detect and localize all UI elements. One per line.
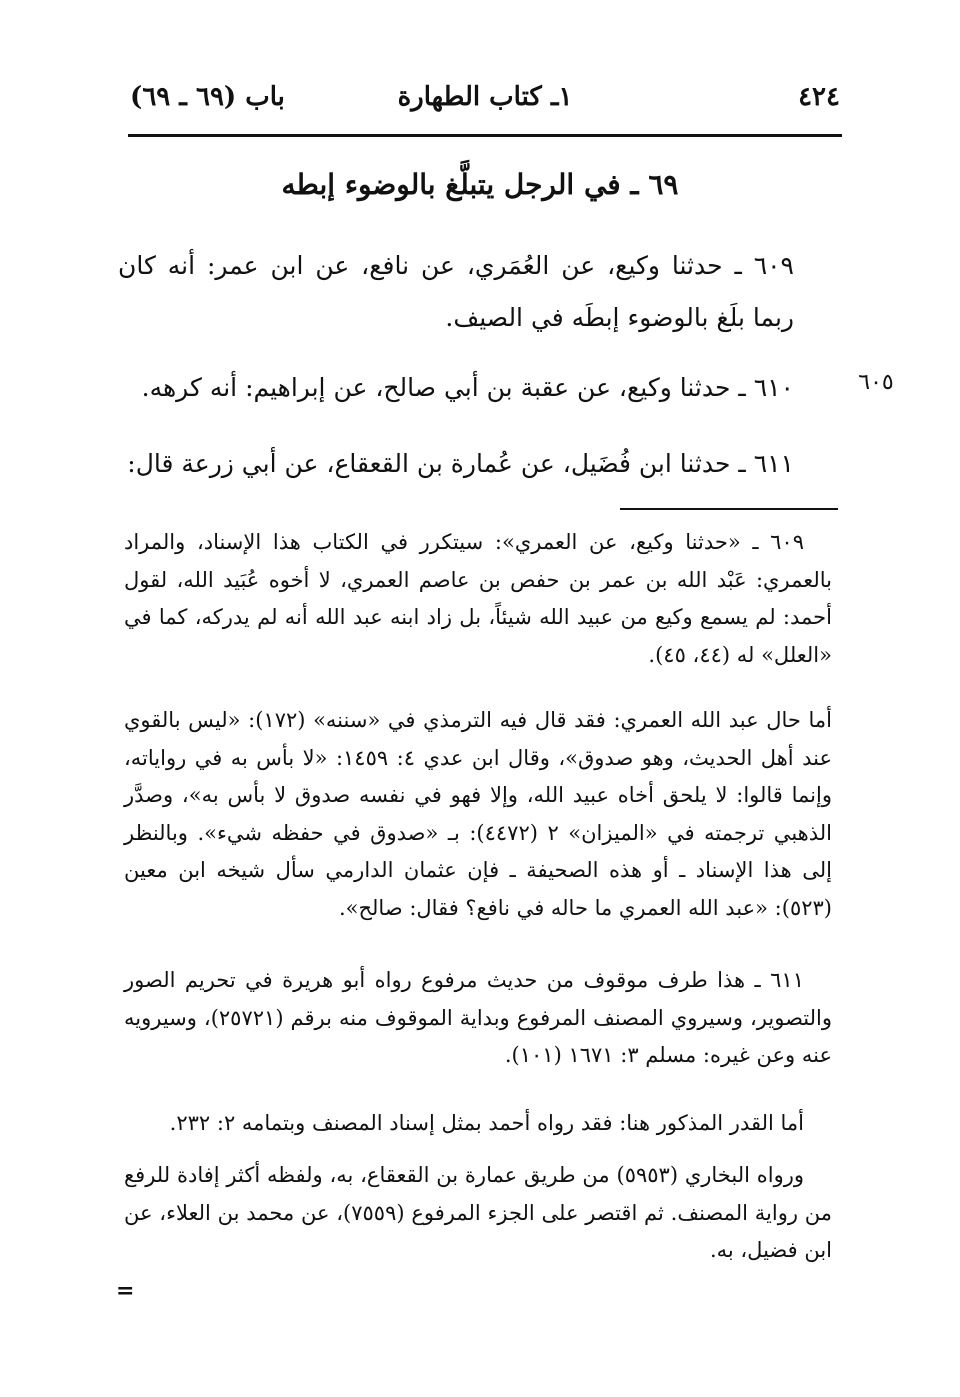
footnote-611-ahmad: أما القدر المذكور هنا: فقد رواه أحمد بمثل إسناد المصنف وبتمامه ٢: ٢٣٢.: [169, 1111, 804, 1135]
footnote-611-bukhari: ورواه البخاري (٥٩٥٣) من طريق عمارة بن القعقاع، به، ولفظه أكثر إفادة للرفع من رواية المصنف. ثم اقتصر على الجزء المرفوع (٧٥٥٩)، عن محمد بن العلاء، عن ابن فضيل، به.: [124, 1163, 832, 1262]
page-number: ٤٢٤: [798, 82, 840, 112]
hadith-611: ٦١١ ـ حدثنا ابن فُضَيل، عن عُمارة بن القعقاع، عن أبي زرعة قال:: [127, 449, 794, 478]
margin-reference-number: ٦٠٥: [858, 370, 894, 395]
chapter-heading: ٦٩ ـ في الرجل يتبلَّغ بالوضوء إبطه: [281, 168, 679, 201]
hadith-609: ٦٠٩ ـ حدثنا وكيع، عن العُمَري، عن نافع، عن ابن عمر: أنه كان ربما بلَغ بالوضوء إبطَه في الصيف.: [118, 251, 794, 332]
footnote-divider: [620, 508, 838, 510]
footnote-611: ٦١١ ـ هذا طرف موقوف من حديث مرفوع رواه أبو هريرة في تحريم الصور والتصوير، وسيروي المصنف المرفوع وبداية الموقوف منه برقم (٢٥٧٢١)، وسيرويه عنه وعن غيره: مسلم ٣: ١٦٧١ (١٠١).: [124, 968, 833, 1067]
hadith-610: ٦١٠ ـ حدثنا وكيع، عن عقبة بن أبي صالح، عن إبراهيم: أنه كرهه.: [141, 373, 794, 402]
footnote-609-continued: أما حال عبد الله العمري: فقد قال فيه الترمذي في «سننه» (١٧٢): «ليس بالقوي عند أهل الحديث، وهو صدوق»، وقال ابن عدي ٤: ١٤٥٩: «لا بأس به في رواياته، وإنما قالوا: لا يلحق أخاه عبيد الله، وإلا فهو في نفسه صدوق لا بأس به»، وصدَّر الذهبي ترجمته في «الميزان» ٢ (٤٤٧٢): بـ «صدوق في حفظه شيء». وبالنظر إلى هذا الإسناد ـ أو هذه الصحيفة ـ فإن عثمان الدارمي سأل شيخه ابن معين (٥٢٣): «عبد الله العمري ما حاله في نافع؟ فقال: صالح».: [124, 708, 832, 920]
chapter-range: باب (٦٩ ـ ٦٩): [130, 82, 285, 112]
page-header: [130, 82, 840, 126]
footnote-609: ٦٠٩ ـ «حدثنا وكيع، عن العمري»: سيتكرر في الكتاب هذا الإسناد، والمراد بالعمري: عَبْد الله بن عمر بن حفص بن عاصم العمري، لا أخوه عُبَيد الله، لقول أحمد: لم يسمع وكيع من عبيد الله شيئاً، بل زاد ابنه عبد الله أنه لم يدركه، كما في «العلل» له (٤٤، ٤٥).: [124, 530, 832, 667]
continuation-mark: =: [116, 1278, 135, 1304]
header-divider: [128, 134, 842, 137]
book-title: ١ـ كتاب الطهارة: [397, 82, 573, 112]
